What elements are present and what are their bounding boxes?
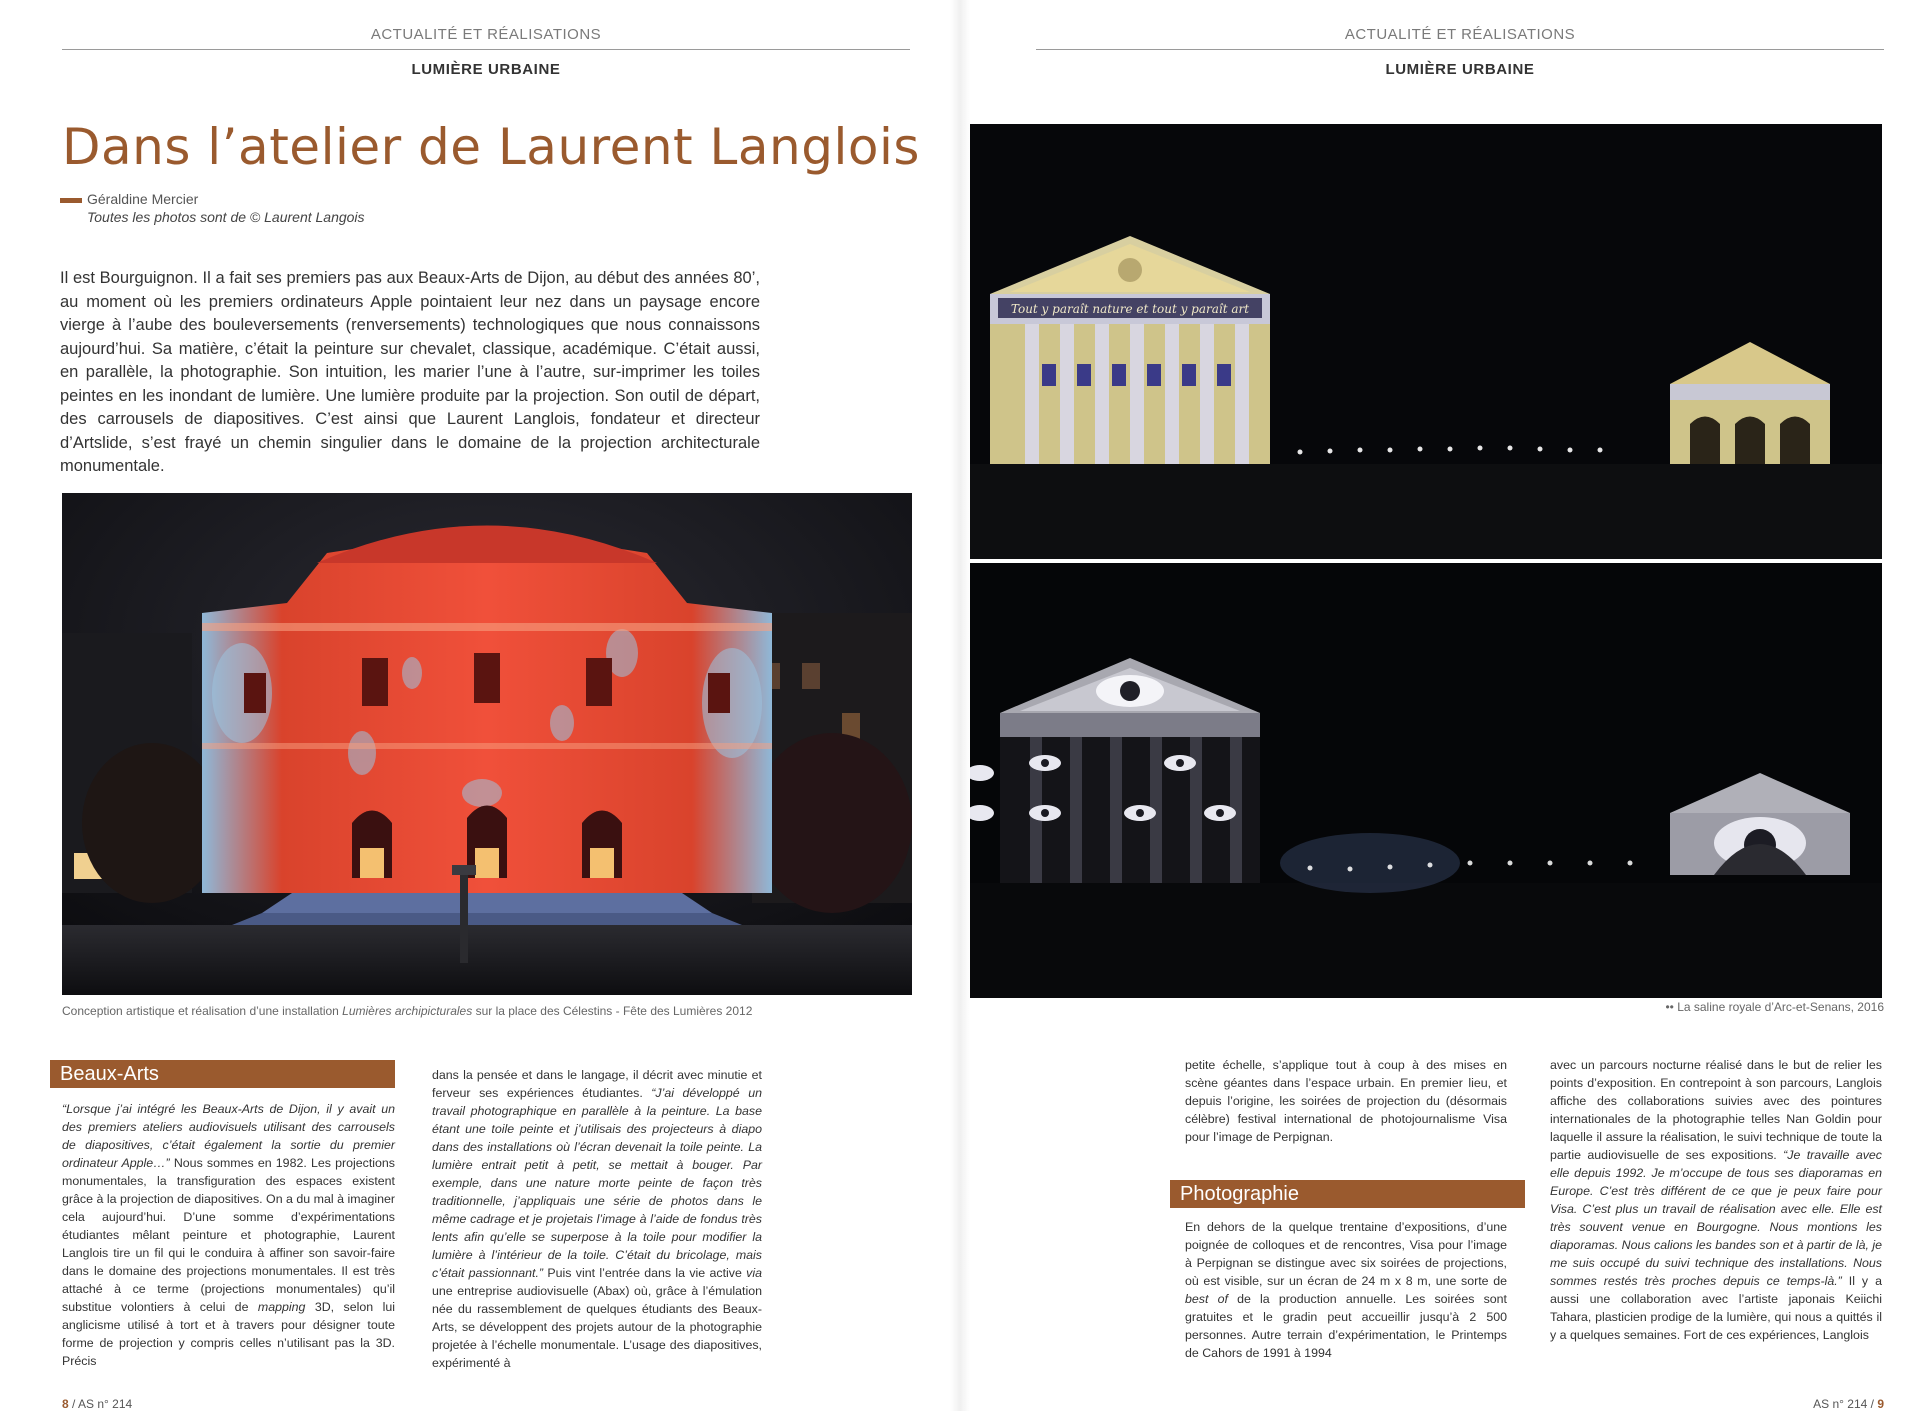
col1-text-end: 3D, selon lui anglicisme utilisé à tort et à travers pour désigner toute forme de projection y compris celles n’utilisant pas la 3D. Précis: [62, 1300, 395, 1368]
section-label: ACTUALITÉ ET RÉALISATIONS: [370, 26, 602, 43]
col2-text-end: une entreprise audiovisuelle (Abax) où, grâce à l’émulation née du rassemblement de quelques étudiants des Beaux-Arts, se développent des projets autour de la photographie projetée à l’échelle monumentale. L’usage des diapositives, expérimenté à: [432, 1284, 762, 1370]
header-rule: [1036, 49, 1884, 50]
page-folio-right: [1784, 1397, 1884, 1411]
col4-text: avec un parcours nocturne réalisé dans le but de relier les points d’exposition. En contrepoint à son parcours, Langlois affiche des collaborations suivies avec des pointures internationales de la photographie telles Nan Goldin pour laquelle il assure la réalisation, le suivi technique de toute la partie audiovisuelle de ses expositions.: [1550, 1058, 1882, 1162]
col1-text: Nous sommes en 1982. Les projections monumentales, la transfiguration des espaces existent grâce à la projection de diapositives. On a du mal à imaginer cela aujourd’hui. D’une somme d’expérimentations étudiantes mêlant peinture et photographie, Laurent Langlois tire un fil qui le conduira à affiner son savoir-faire dans le domaine des projections monumentales. Il est très attaché à ce terme (projections monumentales) qu’il substitue volontiers à celui de: [62, 1156, 395, 1314]
body-column-3-top: petite échelle, s’applique tout à coup à des mises en scène géantes dans l’espace urbain. En premier lieu, et depuis l’origine, les soirées de projection du (désormais célèbre) festival international de photojournalisme Visa pour l’image de Perpignan.: [1185, 1058, 1507, 1144]
saline-illustration-bottom: [970, 563, 1882, 998]
subsection-label: LUMIÈRE URBAINE: [411, 61, 561, 78]
section-heading-photographie: Photographie: [1170, 1180, 1525, 1208]
body-column-1: [62, 1100, 395, 1370]
section-heading-beaux-arts: Beaux-Arts: [50, 1060, 395, 1088]
byline-author: Géraldine Mercier: [87, 191, 199, 207]
col4-quote: “Je travaille avec elle depuis 1992. Je m’occupe de tous ses diaporamas en Europe. C’est très différent de ce que je peux faire pour Visa. C’est plus un travail de réalisation avec elle. Elle est très souvent venue en Bourgogne. Nous montions les diaporamas. Nous calions les bandes son et à partir de là, je me suis occupé du suivi technique des installations. Nous sommes restés très proches depuis ce temps-là.”: [1550, 1148, 1883, 1288]
photo-credit: Toutes les photos sont de © Laurent Langois: [87, 209, 365, 225]
celestins-photo: [62, 493, 912, 995]
projected-banner-text: Tout y paraît nature et tout y paraît art: [1010, 302, 1250, 316]
col3-text-end: de la production annuelle. Les soirées sont gratuites et le gradin peut accueillir jusqu’à 2 500 personnes. Autre terrain d’expérimentation, le Printemps de Cahors de 1991 à 1994: [1185, 1292, 1507, 1360]
celestins-illustration: [62, 493, 912, 995]
page-number: 9: [1877, 1397, 1884, 1411]
caption-text: Conception artistique et réalisation d’une installation: [62, 1004, 343, 1018]
byline-marker: [60, 198, 82, 203]
photo-caption: •• La saline royale d’Arc-et-Senans, 2016: [1665, 1000, 1884, 1014]
article-headline: Dans l’atelier de Laurent Langlois: [62, 118, 920, 176]
body-column-3-bottom: [1185, 1218, 1507, 1362]
photo-caption: [62, 1004, 922, 1018]
col3-text: En dehors de la quelque trentaine d’expositions, d’une poignée de colloques et de rencontres, Visa pour l’image à Perpignan se distingue avec six soirées de projections, où est visible, sur un écran de 24 m x 8 m, une sorte de: [1185, 1220, 1507, 1288]
saline-photo-top: [970, 124, 1882, 559]
page-number: 8: [62, 1397, 69, 1411]
col3-italic: best of: [1185, 1292, 1228, 1306]
page-folio-left: [62, 1397, 132, 1411]
col2-quote: “J’ai développé un travail photographique en parallèle à la peinture. La base étant une toile peinte et j’utilisais des projecteurs à diapo dans des installations où l’écran devenait la toile peinte. La lumière entrait petit à petit, se mettait à bouger. Par exemple, dans une nature morte peinte de façon très traditionnelle, j’appliquais une série de photos dans le même cadrage et je projetais l’image à l’aide de fondus très lents afin qu’elle se superpose à la toile pour modifier la lumière à l’intérieur de la toile. C’était du bricolage, mais c’était passionnant.”: [432, 1086, 762, 1280]
right-page: [960, 0, 1920, 1411]
caption-text-end: sur la place des Célestins - Fête des Lumières 2012: [472, 1004, 753, 1018]
col1-italic: mapping: [257, 1300, 306, 1314]
body-column-4: [1550, 1056, 1882, 1344]
col2-text: dans la pensée et dans le langage, il décrit avec minutie et ferveur ses expériences étudiantes.: [432, 1068, 762, 1100]
subsection-label: LUMIÈRE URBAINE: [1385, 61, 1535, 78]
intro-paragraph: Il est Bourguignon. Il a fait ses premiers pas aux Beaux-Arts de Dijon, au début des années 80’, au moment où les premiers ordinateurs Apple pointaient leur nez dans un paysage encore vierge à l’aube des bouleversements (renversements) technologiques que nous connaissons aujourd’hui. Sa matière, c’était la peinture sur chevalet, classique, académique. C’était aussi, en parallèle, la photographie. Son intuition, les marier l’une à l’autre, sur-imprimer les toiles peintes en les inondant de lumière. Une lumière produite par la projection. Son outil de départ, des carrousels de diapositives. C’est ainsi que Laurent Langlois, fondateur et directeur d’Artslide, s’est frayé un chemin singulier dans le domaine de la projection architecturale monumentale.: [60, 269, 760, 475]
saline-illustration-top: [970, 124, 1882, 559]
caption-title: Lumières archipicturales: [342, 1004, 473, 1018]
col1-quote: “Lorsque j’ai intégré les Beaux-Arts de Dijon, il y avait un des premiers ateliers audiovisuels utilisant des carrousels de diapositives, c’était également la sortie du premier ordinateur Apple…”: [62, 1102, 395, 1170]
saline-photo-bottom: [970, 563, 1882, 998]
col4-text-end: Il y a aussi une collaboration avec l’artiste japonais Keiichi Tahara, plasticien prodige de la lumière, qui nous a quittés il y a quelques semaines. Fort de ces expériences, Langlois: [1550, 1274, 1882, 1342]
folio-text: AS n° 214 /: [1813, 1397, 1878, 1411]
col2-text-mid: Puis vint l’entrée dans la vie active: [543, 1266, 747, 1280]
col2-italic: via: [746, 1266, 762, 1280]
folio-text: / AS n° 214: [68, 1397, 133, 1411]
body-column-2: [432, 1066, 762, 1372]
header-rule: [62, 49, 910, 50]
section-label: ACTUALITÉ ET RÉALISATIONS: [1344, 26, 1576, 43]
